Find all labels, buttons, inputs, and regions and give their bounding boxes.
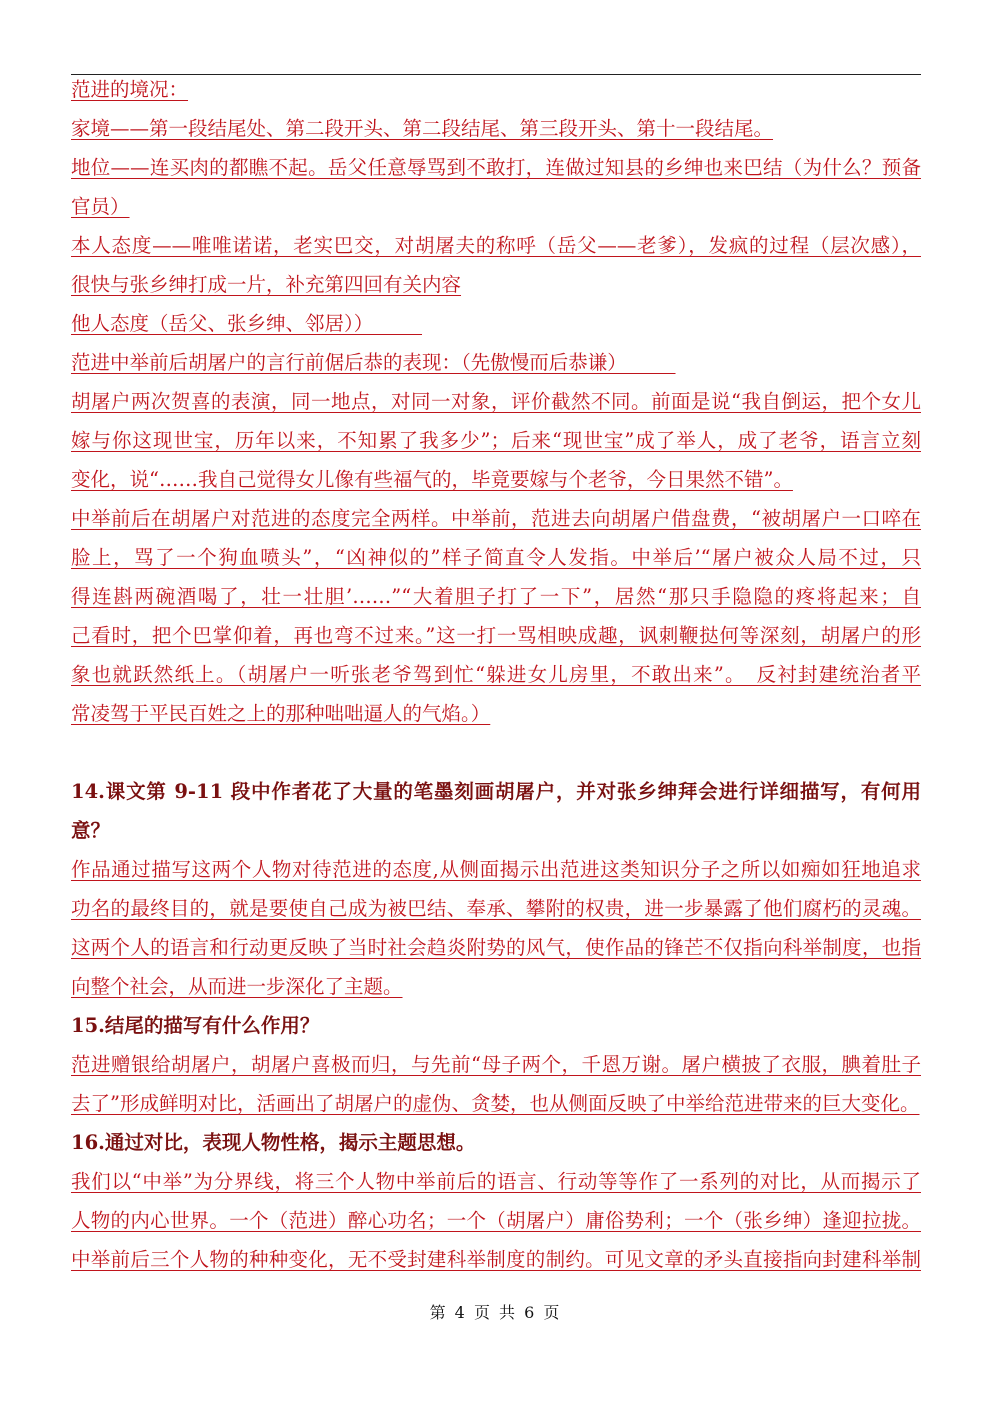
- text-line: [71, 811, 921, 850]
- answer-paragraph: [71, 304, 921, 343]
- text-line-content: 嫁与你这现世宝，历年以来，不知累了我多少”；后来“现世宝”成了举人，成了老爷，语言立刻: [71, 429, 921, 452]
- text-line-content: 14.课文第 9-11 段中作者花了大量的笔墨刻画胡屠户，并对张乡绅拜会进行详细描写，有何用: [71, 780, 921, 803]
- text-line: [71, 304, 921, 343]
- text-line: [71, 772, 921, 811]
- text-line: [71, 382, 921, 421]
- answer-paragraph: [71, 1162, 921, 1279]
- text-line-content: 去了”形成鲜明对比，活画出了胡屠户的虚伪、贪婪，也从侧面反映了中举给范进带来的巨大变化。: [71, 1092, 920, 1115]
- page-number: 第 4 页 共 6 页: [429, 1303, 562, 1322]
- text-line-content: 常凌驾于平民百姓之上的那种咄咄逼人的气焰。）: [71, 702, 491, 725]
- answer-paragraph: [71, 850, 921, 1006]
- text-line-content: 变化，说“……我自己觉得女儿像有些福气的，毕竟要嫁与个老爷，今日果然不错”。: [71, 468, 793, 491]
- text-line: [71, 343, 921, 382]
- text-line-content: 家境——第一段结尾处、第二段开头、第二段结尾、第三段开头、第十一段结尾。: [71, 117, 774, 140]
- answer-paragraph: [71, 1045, 921, 1123]
- text-line: [71, 460, 921, 499]
- text-line-content: 向整个社会，从而进一步深化了主题。: [71, 975, 403, 998]
- answer-paragraph: [71, 382, 921, 499]
- text-line: [71, 538, 921, 577]
- text-line-content: 意？: [71, 819, 111, 842]
- answer-paragraph: [71, 499, 921, 733]
- text-line-content: 功名的最终目的，就是要使自己成为被巴结、奉承、攀附的权贵，进一步暴露了他们腐朽的灵魂。: [71, 897, 921, 920]
- text-line: [71, 655, 921, 694]
- text-line-content: 16.通过对比，表现人物性格，揭示主题思想。: [71, 1131, 476, 1154]
- answer-paragraph: [71, 109, 921, 148]
- text-line: [71, 109, 921, 148]
- text-line-content: 他人态度（岳父、张乡绅、邻居））: [71, 312, 423, 335]
- answer-paragraph: [71, 343, 921, 382]
- text-line: [71, 1084, 921, 1123]
- text-line-content: 范进的境况：: [71, 78, 189, 101]
- text-line-content: 这两个人的语言和行动更反映了当时社会趋炎附势的风气，使作品的锋芒不仅指向科举制度，也指: [71, 936, 921, 959]
- text-line-content: 范进赠银给胡屠户，胡屠户喜极而归，与先前“母子两个，千恩万谢。屠户横披了衣服，腆着肚子: [71, 1053, 921, 1076]
- text-line: [71, 694, 921, 733]
- text-line-content: 很快与张乡绅打成一片，补充第四回有关内容: [71, 273, 462, 296]
- text-line: [71, 70, 921, 109]
- text-line: [71, 1201, 921, 1240]
- text-line-content: 15.结尾的描写有什么作用？: [71, 1014, 320, 1037]
- answer-paragraph: [71, 148, 921, 226]
- text-line: [71, 889, 921, 928]
- question-heading: [71, 1006, 921, 1045]
- text-line: [71, 226, 921, 265]
- text-line: [71, 148, 921, 187]
- text-line-content: 胡屠户两次贺喜的表演，同一地点，对同一对象，评价截然不同。前面是说“我自倒运，把个女儿: [71, 390, 921, 413]
- text-line-content: 范进中举前后胡屠户的言行前倨后恭的表现：（先傲慢而后恭谦）: [71, 351, 676, 374]
- text-line-content: 中举前后在胡屠户对范进的态度完全两样。中举前，范进去向胡屠户借盘费，“被胡屠户一口啐在: [71, 507, 921, 530]
- text-line-content: 地位——连买肉的都瞧不起。岳父任意辱骂到不敢打，连做过知县的乡绅也来巴结（为什么？预备: [71, 156, 921, 179]
- document-body: [71, 70, 921, 1279]
- text-line: [71, 616, 921, 655]
- question-heading: [71, 1123, 921, 1162]
- blank-spacer: [71, 733, 921, 772]
- text-line: [71, 421, 921, 460]
- text-line: [71, 1240, 921, 1279]
- text-line-content: 得连斟两碗酒喝了，壮一壮胆’……”“大着胆子打了一下”，居然“那只手隐隐的疼将起来；自: [71, 585, 921, 608]
- text-line-content: 中举前后三个人物的种种变化，无不受封建科举制度的制约。可见文章的矛头直接指向封建科举制: [71, 1248, 921, 1271]
- text-line: [71, 265, 921, 304]
- question-heading: [71, 772, 921, 850]
- text-line-content: 官员）: [71, 195, 130, 218]
- answer-paragraph: [71, 226, 921, 304]
- text-line-content: 己看时，把个巴掌仰着，再也弯不过来。”这一打一骂相映成趣，讽刺鞭挞何等深刻，胡屠户的形: [71, 624, 921, 647]
- text-line: [71, 967, 921, 1006]
- text-line: [71, 499, 921, 538]
- text-line: [71, 1045, 921, 1084]
- text-line: [71, 187, 921, 226]
- answer-paragraph: [71, 70, 921, 109]
- text-line-content: 人物的内心世界。一个（范进）醉心功名；一个（胡屠户）庸俗势利；一个（张乡绅）逢迎拉拢。: [71, 1209, 921, 1232]
- text-line-content: 脸上，骂了一个狗血喷头”，“凶神似的”样子简直令人发指。中举后’“屠户被众人局不过，只: [71, 546, 921, 569]
- text-line: [71, 1162, 921, 1201]
- text-line-content: 我们以“中举”为分界线，将三个人物中举前后的语言、行动等等作了一系列的对比，从而揭示了: [71, 1170, 921, 1193]
- text-line-content: 象也就跃然纸上。（胡屠户一听张老爷驾到忙“躲进女儿房里，不敢出来”。 反衬封建统治者平: [71, 663, 921, 686]
- text-line: [71, 1006, 921, 1045]
- text-line: [71, 850, 921, 889]
- text-line-content: 本人态度——唯唯诺诺，老实巴交，对胡屠夫的称呼（岳父——老爹），发疯的过程（层次感），: [71, 234, 921, 257]
- text-line-content: 作品通过描写这两个人物对待范进的态度,从侧面揭示出范进这类知识分子之所以如痴如狂地追求: [71, 858, 921, 881]
- text-line: [71, 1123, 921, 1162]
- text-line: [71, 577, 921, 616]
- text-line: [71, 928, 921, 967]
